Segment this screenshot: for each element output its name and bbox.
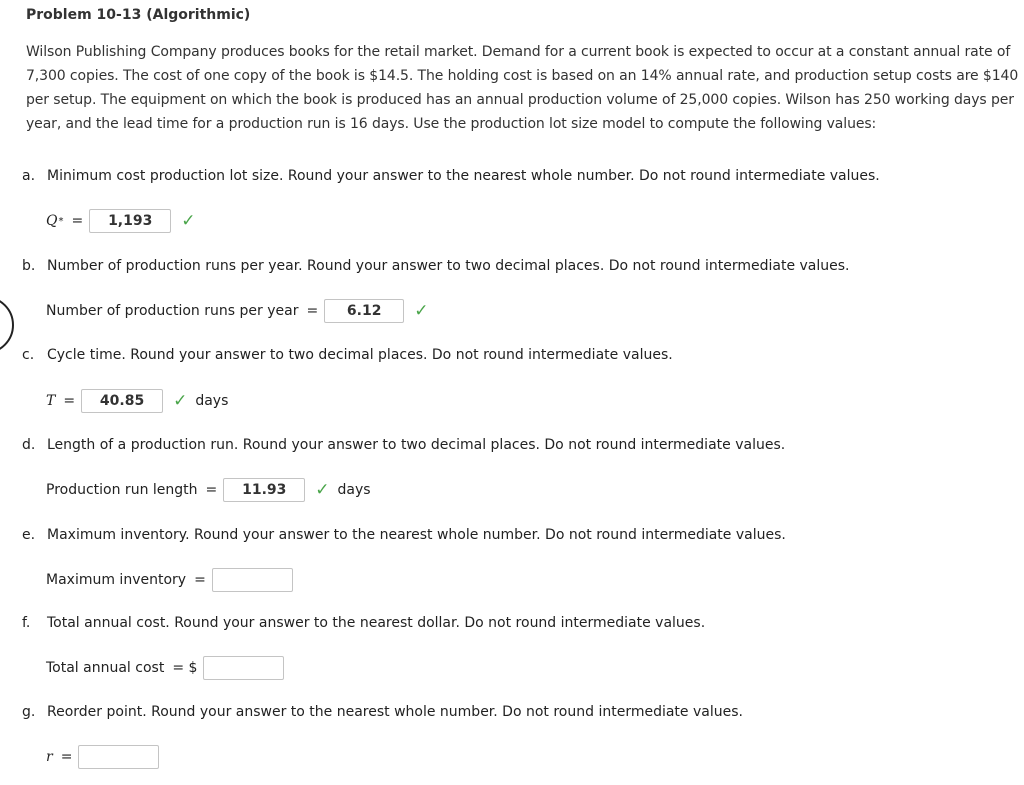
answer-e-row bbox=[46, 567, 293, 593]
maximum-inventory-input[interactable] bbox=[212, 568, 293, 592]
answer-d-label: Production run length bbox=[46, 482, 198, 498]
question-a-label bbox=[22, 168, 880, 184]
answer-b-label: Number of production runs per year bbox=[46, 303, 299, 319]
question-f-text: Total annual cost. Round your answer to the nearest dollar. Do not round intermediate values. bbox=[47, 615, 706, 631]
answer-f-label: Total annual cost bbox=[46, 660, 165, 676]
answer-a-input[interactable]: 1,193 bbox=[89, 209, 171, 233]
answer-c-unit: days bbox=[195, 393, 229, 409]
question-c-letter: c. bbox=[22, 347, 35, 363]
question-f-letter: f. bbox=[22, 615, 31, 631]
question-c-text: Cycle time. Round your answer to two decimal places. Do not round intermediate values. bbox=[47, 347, 673, 363]
question-b-label bbox=[22, 258, 850, 274]
answer-d-row bbox=[46, 477, 371, 503]
answer-g-var: r bbox=[46, 749, 53, 765]
question-g-text: Reorder point. Round your answer to the nearest whole number. Do not round intermediate values. bbox=[47, 704, 743, 720]
answer-a-sup: * bbox=[58, 215, 64, 227]
problem-intro: Wilson Publishing Company produces books for the retail market. Demand for a current book is expected to occur at a constant annual rate of 7,300 copies. The cost of one copy of the book is $14.5. The holding cost is based on an 14% annual rate, and production setup costs are $140 per setup. The equipment on which the book is produced has an annual production volume of 25,000 copies. Wilson has 250 working days per year, and the lead time for a production run is 16 days. Use the production lot size model to compute the following values: bbox=[26, 44, 1019, 132]
answer-d-eq: = bbox=[205, 482, 218, 498]
answer-a-var: Q bbox=[46, 213, 58, 229]
question-g-letter: g. bbox=[22, 704, 36, 720]
check-icon: ✓ bbox=[315, 480, 330, 500]
answer-g-eq: = bbox=[60, 749, 73, 765]
question-d-letter: d. bbox=[22, 437, 36, 453]
answer-e-eq: = bbox=[194, 572, 206, 588]
answer-c-eq: = bbox=[63, 393, 76, 409]
question-d-text: Length of a production run. Round your answer to two decimal places. Do not round intermediate values. bbox=[47, 437, 786, 453]
question-g-label bbox=[22, 704, 743, 720]
question-e-text: Maximum inventory. Round your answer to the nearest whole number. Do not round intermediate values. bbox=[47, 527, 786, 543]
reorder-point-input[interactable] bbox=[78, 745, 159, 769]
answer-a-row bbox=[46, 208, 195, 234]
side-circle-decoration bbox=[0, 296, 14, 354]
question-e-letter: e. bbox=[22, 527, 36, 543]
answer-b-row bbox=[46, 298, 428, 324]
question-d-label bbox=[22, 437, 785, 453]
answer-b-eq: = bbox=[306, 303, 319, 319]
answer-a-eq: = bbox=[71, 213, 84, 229]
answer-f-row bbox=[46, 655, 284, 681]
answer-d-unit: days bbox=[337, 482, 371, 498]
check-icon: ✓ bbox=[414, 301, 429, 321]
answer-d-input[interactable]: 11.93 bbox=[223, 478, 305, 502]
answer-f-eq: = $ bbox=[172, 660, 198, 676]
check-icon: ✓ bbox=[181, 211, 196, 231]
question-a-text: Minimum cost production lot size. Round your answer to the nearest whole number. Do not round intermediate values. bbox=[47, 168, 880, 184]
answer-e-label: Maximum inventory bbox=[46, 572, 187, 588]
answer-g-row bbox=[46, 744, 159, 770]
total-annual-cost-input[interactable] bbox=[203, 656, 284, 680]
answer-c-input[interactable]: 40.85 bbox=[81, 389, 163, 413]
question-e-label bbox=[22, 527, 786, 543]
answer-b-input[interactable]: 6.12 bbox=[324, 299, 404, 323]
check-icon: ✓ bbox=[173, 391, 188, 411]
answer-c-var: T bbox=[46, 393, 56, 409]
problem-title: Problem 10-13 (Algorithmic) bbox=[26, 7, 251, 23]
question-a-letter: a. bbox=[22, 168, 36, 184]
question-b-text: Number of production runs per year. Round your answer to two decimal places. Do not round intermediate values. bbox=[47, 258, 850, 274]
answer-c-row bbox=[46, 388, 228, 414]
question-c-label bbox=[22, 347, 673, 363]
question-b-letter: b. bbox=[22, 258, 36, 274]
question-f-label bbox=[22, 615, 705, 631]
